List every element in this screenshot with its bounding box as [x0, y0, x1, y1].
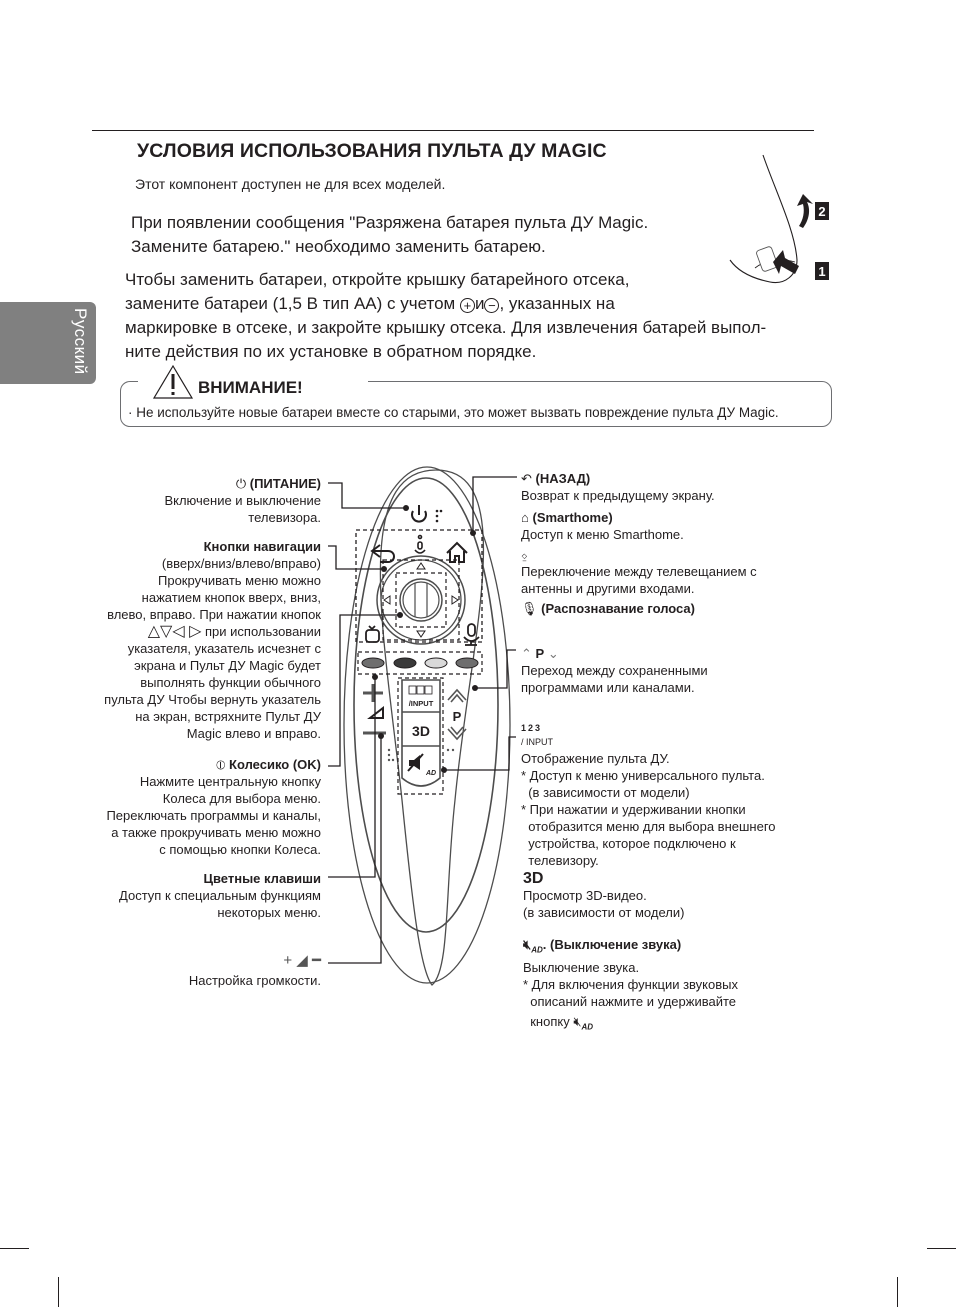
svg-text:/INPUT: /INPUT	[408, 699, 434, 708]
volume-up-icon	[363, 684, 383, 702]
wheel-icon: ⦶	[215, 757, 226, 772]
mute-icon	[408, 754, 423, 771]
home-icon	[447, 543, 467, 562]
label-input-switch: ⍚ Переключение между телевещанием с антенны и другими входами.	[521, 547, 757, 596]
svg-text:AD: AD	[426, 770, 437, 777]
svg-text:3D: 3D	[412, 723, 430, 739]
volume-icon	[370, 708, 383, 718]
channel-up-icon	[448, 690, 466, 702]
replace-line-1: Чтобы заменить батареи, откройте крышку батарейного отсека,	[125, 270, 630, 289]
label-input: 123 / INPUT Отображение пульта ДУ. * Доступ к меню универсального пульта. (в зависимости от модели) * При нажатии и удерживании кнопки отобразится меню для выбора внешнего устройства, которое подключено к телевизору.	[521, 720, 776, 869]
3d-icon: 3D	[523, 870, 544, 887]
label-color-keys: Цветные клавиши Доступ к специальным функциям некоторых меню.	[119, 871, 321, 920]
color-key-1	[362, 658, 384, 668]
replace-line-2a: замените батареи (1,5 В тип АА) с учетом	[125, 294, 460, 313]
low-battery-line-1: При появлении сообщения "Разряжена батарея пульта ДУ Magic.	[131, 213, 649, 232]
microphone-icon: 🎙︎	[521, 601, 538, 616]
crop-mark	[897, 1277, 898, 1307]
crop-mark	[58, 1277, 59, 1307]
label-wheel: ⦶ Колесико (OK) Нажмите центральную кнопку Колеса для выбора меню. Переключать программы и каналы, а также прокручивать меню можно с помощью кнопки Колеса.	[106, 757, 321, 857]
mute-icon: 🔇︎	[523, 937, 532, 952]
caution-heading: ВНИМАНИЕ!	[198, 378, 303, 397]
low-battery-line-2: Замените батарею." необходимо заменить батарею.	[131, 237, 546, 256]
availability-note: Этот компонент доступен не для всех моделей.	[135, 176, 446, 192]
voice-small-icon	[415, 536, 425, 554]
replace-line-3: маркировке в отсеке, и закройте крышку отсека. Для извлечения батарей выпол-	[125, 318, 767, 337]
home-icon: ⌂	[521, 510, 529, 525]
back-icon: ↶	[521, 471, 532, 486]
label-navigation: Кнопки навигации (вверх/вниз/влево/вправо) Прокручивать меню можно нажатием кнопок вверх, вниз, влево, вправо. При нажатии кнопок △▽◁ ▷ при использовании указателя, указатель исчезнет с экрана и Пульт ДУ Magic будет выполнять функции обычного пульта ДУ Чтобы вернуть указатель на экран, встряхните Пульт ДУ Magic влево и вправо.	[104, 539, 321, 741]
volume-icon: + ◢ ━	[283, 952, 321, 969]
caution-text: · Не используйте новые батареи вместе со старыми, это может вызвать повреждение пульта ДУ Magic.	[128, 405, 779, 420]
page-title: УСЛОВИЯ ИСПОЛЬЗОВАНИЯ ПУЛЬТА ДУ MAGIC	[137, 140, 607, 162]
svg-text:1: 1	[818, 264, 826, 279]
label-3d: 3D Просмотр 3D-видео. (в зависимости от модели)	[523, 870, 685, 920]
crop-mark	[927, 1248, 956, 1249]
antenna-icon: ⍚	[521, 547, 529, 562]
language-tab-label: Русский	[71, 308, 90, 375]
svg-text:P: P	[452, 709, 462, 724]
power-icon: ⏻	[235, 476, 247, 491]
color-key-2	[394, 658, 416, 668]
label-smarthome: ⌂ (Smarthome) Доступ к меню Smarthome.	[521, 510, 684, 542]
input-123-icon: 123	[521, 723, 543, 733]
color-key-4	[456, 658, 478, 668]
crop-mark	[0, 1248, 29, 1249]
replace-line-4: ните действия по их установке в обратном порядке.	[125, 342, 537, 361]
color-key-3	[425, 658, 447, 668]
antenna-icon	[366, 626, 379, 642]
minus-circle-icon: −	[484, 298, 499, 313]
replace-line-2b: и	[474, 294, 485, 313]
channel-up-icon: ⌃	[521, 646, 532, 661]
label-power: ⏻ (ПИТАНИЕ) Включение и выключение телевизора.	[164, 476, 321, 525]
arrow-keys-icon: △▽◁ ▷	[147, 623, 202, 640]
label-voice: 🎙︎ (Распознавание голоса)	[521, 601, 695, 616]
label-volume: + ◢ ━ Настройка громкости.	[188, 952, 321, 988]
label-back: ↶ (НАЗАД) Возврат к предыдущему экрану.	[521, 471, 715, 503]
label-channel: ⌃ P ⌄ Переход между сохраненными программами или каналами.	[521, 646, 708, 695]
mute-icon: 🔇︎	[573, 1013, 582, 1029]
replace-line-2c: , указанных на	[499, 294, 615, 313]
channel-down-icon: ⌄	[547, 646, 559, 661]
label-mute: $🔇︎_{AD}$. (Выключение звука) Выключение звука. * Для включения функции звуковых описаний нажмите и удерживайте кнопку $🔇︎_{AD}$	[523, 937, 738, 1032]
plus-circle-icon: +	[460, 298, 475, 313]
svg-text:2: 2	[818, 204, 826, 219]
remote-outline	[380, 470, 483, 985]
power-icon	[412, 505, 426, 522]
